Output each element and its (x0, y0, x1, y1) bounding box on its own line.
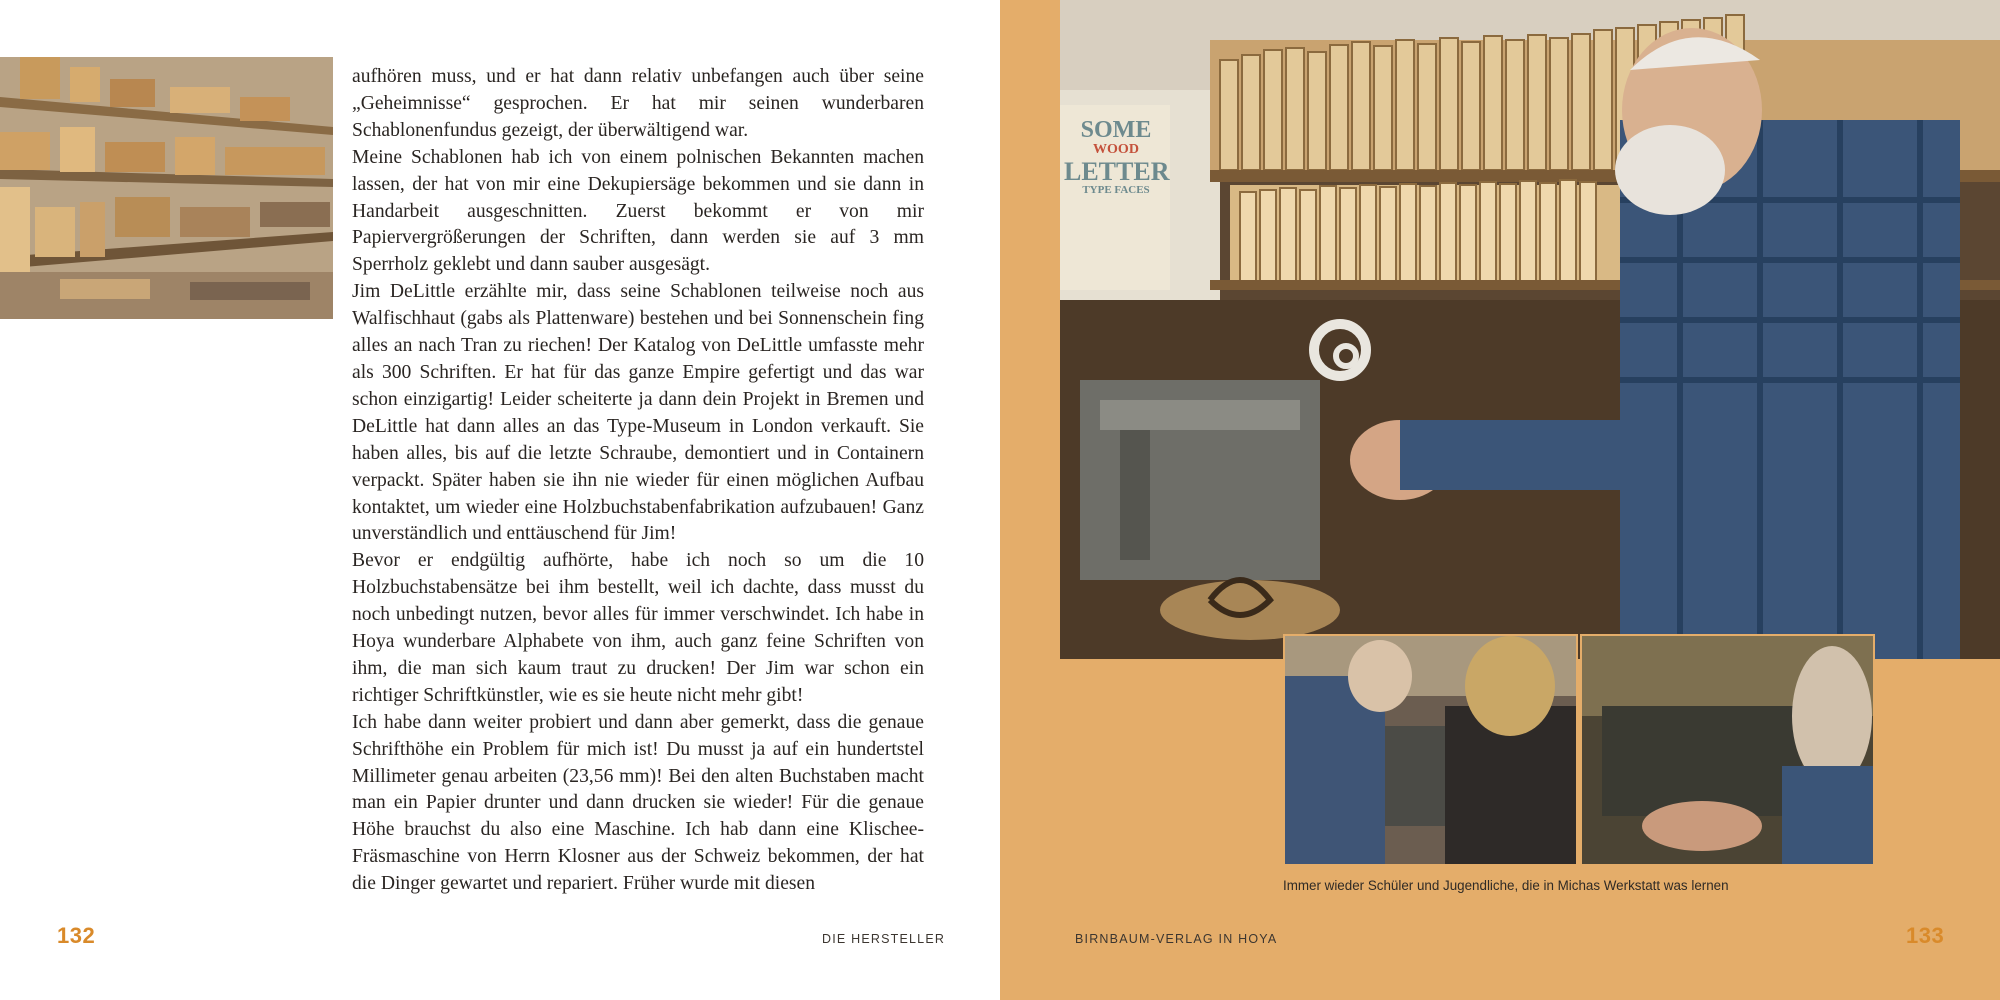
running-head-right: BIRNBAUM-VERLAG IN HOYA (1075, 932, 1278, 946)
poster-line: WOOD (1093, 142, 1139, 158)
running-head-left: DIE HERSTELLER (822, 932, 946, 946)
paragraph: aufhören muss, und er hat dann relativ unbefangen auch über seine „Geheimnisse“ gesprochen. Er hat mir seinen wunderbaren Schablonenfundus gezeigt, der überwältigend war. (352, 66, 924, 141)
photo-students-at-press (1283, 634, 1578, 866)
paragraph: Bevor er endgültig aufhörte, habe ich noch so um die 10 Holzbuchstabensätze bei ihm bestellt, weil ich dachte, dass musst du noch unbedingt nutzen, bevor alles für immer verschwindet. Ich habe in Hoya wunderbare Alphabete von ihm, auch ganz feine Schriften von ihm, die man sich kaum traut zu drucken! Der Jim war schon ein richtiger Schriftkünstler, wie es sie heute nicht mehr gibt! (352, 550, 924, 706)
photo-workshop-man-with-template (1060, 0, 2000, 659)
paragraph: Jim DeLittle erzählte mir, dass seine Schablonen teilweise noch aus Walfischhaut (gabs als Plattenware) bestehen und bei Sonnenschein fing alles an nach Tran zu riechen! Der Katalog von DeLittle umfasste mehr als 300 Schriften. Er hat für das ganze Empire gefertigt und das war schon einzigartig! Leider scheiterte ja dann dein Projekt in Bremen und DeLittle hat dann alles an das Type-Museum in London verkauft. Sie haben alles, bis auf die letzte Schraube, demontiert und in Containern verpackt. Später haben sie ihn nie wieder für einen möglichen Aufbau kontaktet, um wieder eine Holzbuchstabenfabrikation aufzubauen! Ganz unverständlich und enttäuschend für Jim! (352, 281, 924, 545)
page-number-right: 133 (1906, 923, 1945, 948)
poster-line: TYPE FACES (1082, 184, 1150, 197)
paragraph: Meine Schablonen hab ich von einem polnischen Bekannten machen lassen, der hat von mir eine Dekupiersäge bekommen und sie dann in Handarbeit ausgeschnitten. Zuerst bekommt er von mir Papiervergrößerungen der Schriften, dann werden sie auf 3 mm Sperrholz geklebt und dann sauber ausgesägt. (352, 146, 924, 276)
page-number-left: 132 (57, 923, 96, 948)
photo-wood-letter-shelves (0, 57, 333, 319)
body-text (352, 64, 924, 898)
wood-letter-poster (1064, 118, 1168, 197)
photo-caption: Immer wieder Schüler und Jugendliche, die in Michas Werkstatt was lernen (1283, 878, 1729, 893)
photo-hands-with-type (1580, 634, 1875, 866)
poster-line: LETTER (1064, 156, 1170, 186)
paragraph: Ich habe dann weiter probiert und dann aber gemerkt, dass die genaue Schrifthöhe ein Problem für mich ist! Du musst ja auf ein hundertstel Millimeter genau arbeiten (23,56 mm)! Bei den alten Buchstaben macht man ein Papier drunter und dann drucken sie wieder! Für die genaue Höhe brauchst du also eine Maschine. Ich hab dann eine Klischee-Fräsmaschine von Herrn Klosner aus der Schweiz bekommen, der hat die Dinger gewartet und repariert. Früher wurde mit diesen (352, 711, 924, 895)
poster-line: SOME (1080, 117, 1152, 143)
